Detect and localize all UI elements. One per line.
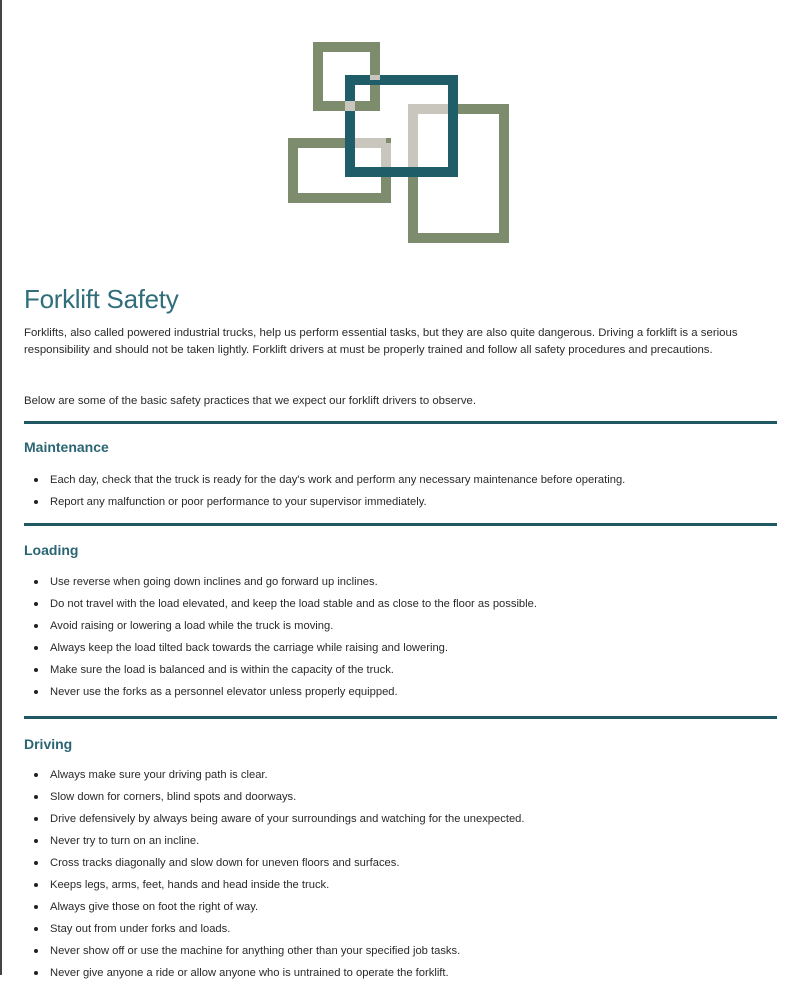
list-item: Drive defensively by always being aware of your surroundings and watching for the unexpected. xyxy=(24,808,525,830)
list-item: Make sure the load is balanced and is within the capacity of the truck. xyxy=(24,659,537,681)
list-item: Use reverse when going down inclines and go forward up inclines. xyxy=(24,571,537,593)
list-item: Never give anyone a ride or allow anyone who is untrained to operate the forklift. xyxy=(24,962,525,984)
list-item: Report any malfunction or poor performance to your supervisor immediately. xyxy=(24,491,625,513)
section-heading-maintenance: Maintenance xyxy=(24,439,109,455)
list-item: Do not travel with the load elevated, and keep the load stable and as close to the floor as possible. xyxy=(24,593,537,615)
logo-squares xyxy=(0,0,794,260)
list-item: Stay out from under forks and loads. xyxy=(24,918,525,940)
section-divider xyxy=(24,421,777,424)
driving-list xyxy=(24,764,525,984)
section-divider xyxy=(24,716,777,719)
list-item: Always give those on foot the right of way. xyxy=(24,896,525,918)
loading-list xyxy=(24,571,537,703)
section-divider xyxy=(24,523,777,526)
section-heading-loading: Loading xyxy=(24,542,79,558)
intro-paragraph: Forklifts, also called powered industrial trucks, help us perform essential tasks, but they are also quite dangerous. Driving a forklift is a serious responsibility and should not be taken lightly. Forklift drivers at must be properly trained and follow all safety procedures and precautions. xyxy=(24,327,738,356)
list-item: Slow down for corners, blind spots and doorways. xyxy=(24,786,525,808)
list-item: Avoid raising or lowering a load while the truck is moving. xyxy=(24,615,537,637)
page-title: Forklift Safety xyxy=(24,284,179,314)
list-item: Always make sure your driving path is clear. xyxy=(24,764,525,786)
list-item: Never try to turn on an incline. xyxy=(24,830,525,852)
list-item: Each day, check that the truck is ready for the day's work and perform any necessary maintenance before operating. xyxy=(24,469,625,491)
list-item: Keeps legs, arms, feet, hands and head inside the truck. xyxy=(24,874,525,896)
list-item: Never show off or use the machine for anything other than your specified job tasks. xyxy=(24,940,525,962)
maintenance-list xyxy=(24,469,625,513)
lead-paragraph: Below are some of the basic safety practices that we expect our forklift drivers to observe. xyxy=(24,395,477,407)
list-item: Always keep the load tilted back towards the carriage while raising and lowering. xyxy=(24,637,537,659)
logo-square-teal xyxy=(350,80,453,172)
list-item: Never use the forks as a personnel elevator unless properly equipped. xyxy=(24,681,537,703)
section-heading-driving: Driving xyxy=(24,736,73,752)
list-item: Cross tracks diagonally and slow down for uneven floors and surfaces. xyxy=(24,852,525,874)
